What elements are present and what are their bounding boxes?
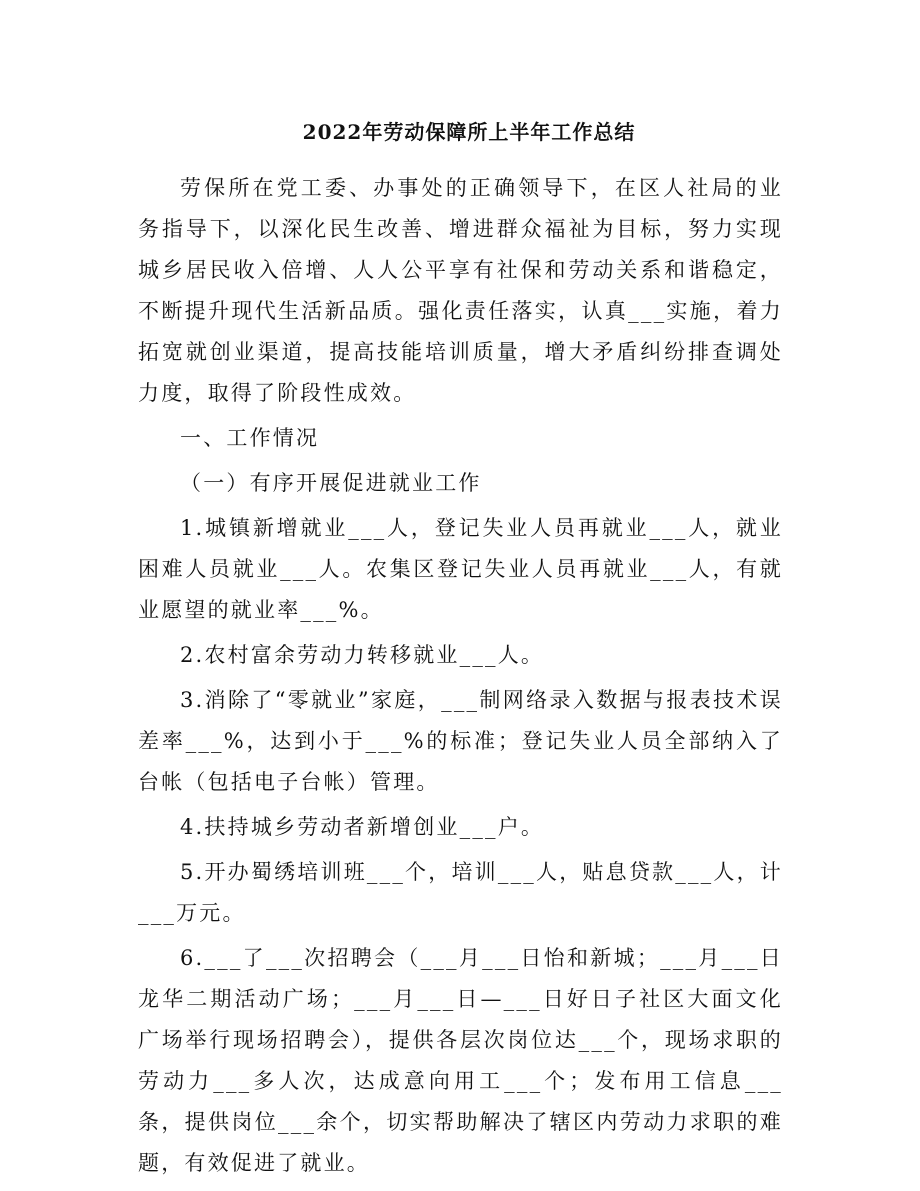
document-title: 2022年劳动保障所上半年工作总结 [302, 120, 636, 144]
intro-paragraph: 劳保所在党工委、办事处的正确领导下，在区人社局的业务指导下，以深化民生改善、增进群众福祉为目标，努力实现城乡居民收入倍增、人人公平享有社保和劳动关系和谐稳定，不断提升现代生活新品质。强化责任落实，认真___实施，着力拓宽就创业渠道，提高技能培训质量，增大矛盾纠纷排查调处力度，取得了阶段性成效。 [138, 176, 783, 405]
list-item-5: 5.开办蜀绣培训班___个，培训___人，贴息贷款___人，计___万元。 [138, 860, 783, 925]
list-item-2: 2.农村富余劳动力转移就业___人。 [180, 643, 545, 667]
list-item-4: 4.扶持城乡劳动者新增创业___户。 [180, 815, 545, 839]
subsection-heading: （一）有序开展促进就业工作 [180, 471, 482, 495]
list-item-6: 6.___了___次招聘会（___月___日怡和新城；___月___日龙华二期活动广场；___月___日—___日好日子社区大面文化广场举行现场招聘会），提供各层次岗位达___个，现场求职的劳动力___多人次，达成意向用工___个；发布用工信息___条，提供岗位___余个，切实帮助解决了辖区内劳动力求职的难题，有效促进了就业。 [138, 946, 783, 1175]
list-item-3: 3.消除了“零就业”家庭，___制网络录入数据与报表技术误差率___%，达到小于___%的标准；登记失业人员全部纳入了台帐（包括电子台帐）管理。 [138, 688, 783, 794]
list-item-1: 1.城镇新增就业___人，登记失业人员再就业___人，就业困难人员就业___人。农集区登记失业人员再就业___人，有就业愿望的就业率___%。 [138, 516, 783, 622]
section-heading: 一、工作情况 [180, 426, 320, 450]
